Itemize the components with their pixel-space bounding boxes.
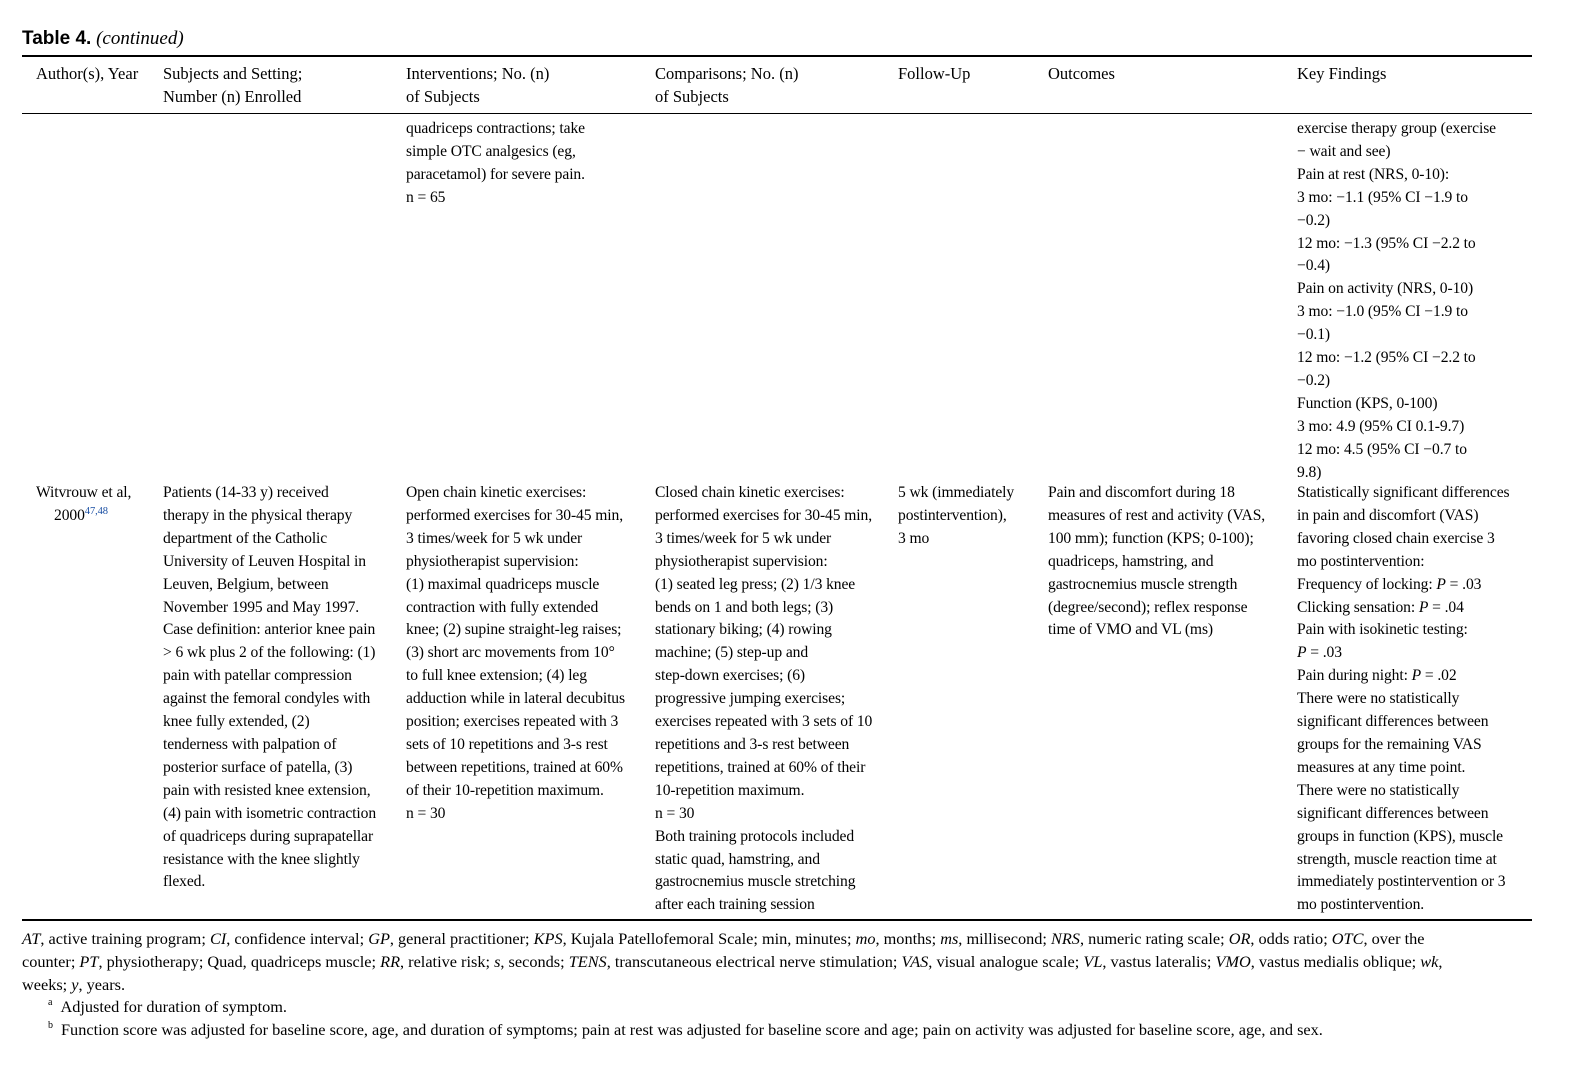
cell-line: Leuven, Belgium, between: [163, 575, 329, 593]
cell-line: There were no statistically: [1297, 690, 1460, 708]
cell-line: −0.4): [1297, 257, 1330, 275]
row2-outcomes: [1048, 482, 1265, 642]
cell-line: position; exercises repeated with 3: [406, 713, 619, 731]
abbreviation-line: [22, 951, 1442, 974]
cell-line: 3 mo: −1.0 (95% CI −1.9 to: [1297, 303, 1468, 321]
abbreviation-definition: , Kujala Patellofemoral Scale; min, minutes;: [562, 929, 856, 948]
cell-line: Number (n) Enrolled: [163, 87, 302, 106]
abbreviation-definition: , months;: [875, 929, 941, 948]
cell-line: paracetamol) for severe pain.: [406, 165, 585, 183]
abbreviation-term: mo: [855, 929, 876, 948]
cell-line: Author(s), Year: [36, 64, 139, 83]
row2-interventions: [406, 482, 625, 826]
cell-line: There were no statistically: [1297, 781, 1460, 799]
cell-line: therapy in the physical therapy: [163, 506, 353, 524]
cell-line: −0.2): [1297, 371, 1330, 389]
bottom-rule: [22, 919, 1532, 921]
cell-line: knee; (2) supine straight-leg raises;: [406, 621, 622, 639]
cell-line: against the femoral condyles with: [163, 690, 371, 708]
cell-line: − wait and see): [1297, 142, 1391, 160]
cell-line: measures at any time point.: [1297, 758, 1466, 776]
abbreviation-definition: , active training program;: [40, 929, 210, 948]
cell-line: 12 mo: −1.2 (95% CI −2.2 to: [1297, 349, 1476, 367]
abbreviation-definition: , transcutaneous electrical nerve stimulation;: [606, 951, 902, 971]
abbreviation-definition: , general practitioner;: [389, 929, 534, 948]
cell-line: Key Findings: [1297, 64, 1387, 83]
abbreviation-term: wk: [1420, 951, 1439, 971]
abbreviation-definition: ,: [1438, 951, 1443, 971]
cell-line: significant differences between: [1297, 713, 1489, 731]
cell-line: of Subjects: [406, 87, 480, 106]
abbreviation-term: OTC: [1331, 929, 1364, 948]
cell-line: quadriceps contractions; take: [406, 120, 585, 137]
cell-line: postintervention),: [898, 506, 1007, 524]
cell-line: Outcomes: [1048, 64, 1115, 83]
footnote-a-mark: a: [48, 997, 53, 1008]
cell-line: exercise therapy group (exercise: [1297, 120, 1496, 137]
cell-line: Pain during night: P = .02: [1297, 667, 1457, 685]
cell-line: after each training session: [655, 896, 815, 914]
cell-line: flexed.: [163, 873, 206, 891]
abbreviation-line: [22, 928, 1442, 951]
row2-author: [36, 482, 131, 528]
abbreviation-definition: , seconds;: [500, 951, 569, 971]
cell-line: static quad, hamstring, and: [655, 850, 820, 868]
cell-line: n = 65: [406, 188, 446, 206]
cell-line: bends on 1 and both legs; (3): [655, 598, 834, 616]
cell-line: between repetitions, trained at 60%: [406, 758, 623, 776]
abbreviation-term: PT: [79, 951, 99, 971]
author-name: Witvrouw et al,: [36, 484, 132, 501]
cell-line: Both training protocols included: [655, 827, 855, 845]
cell-line: simple OTC analgesics (eg,: [406, 142, 576, 160]
abbreviation-term: CI: [209, 929, 227, 948]
cell-line: pain with patellar compression: [163, 667, 352, 685]
cell-line: n = 30: [406, 804, 446, 822]
cell-line: Subjects and Setting;: [163, 64, 303, 83]
cell-line: Open chain kinetic exercises:: [406, 484, 587, 501]
cell-line: > 6 wk plus 2 of the following: (1): [163, 644, 376, 662]
abbreviation-definition: , physiotherapy; Quad, quadriceps muscle;: [98, 951, 381, 971]
row2-comparisons: [655, 482, 872, 917]
cell-line: −0.2): [1297, 211, 1330, 229]
cell-line: immediately postintervention or 3: [1297, 873, 1506, 891]
abbreviation-definition: , numeric rating scale;: [1079, 929, 1229, 948]
cell-line: (1) maximal quadriceps muscle: [406, 575, 600, 593]
cell-line: −0.1): [1297, 326, 1330, 344]
cell-line: 3 times/week for 5 wk under: [406, 529, 583, 547]
footnote-a-text: Adjusted for duration of symptom.: [60, 997, 288, 1016]
cell-line: November 1995 and May 1997.: [163, 598, 360, 616]
cell-line: strength, muscle reaction time at: [1297, 850, 1497, 868]
abbreviation-definition: , over the: [1363, 929, 1425, 948]
author-year: 2000: [54, 506, 85, 524]
cell-line: Pain with isokinetic testing:: [1297, 621, 1468, 639]
cell-line: resistance with the knee slightly: [163, 850, 360, 868]
cell-line: favoring closed chain exercise 3: [1297, 529, 1495, 547]
cell-line: University of Leuven Hospital in: [163, 552, 366, 570]
abbreviation-definition: , visual analogue scale;: [928, 951, 1084, 971]
cell-line: Patients (14-33 y) received: [163, 484, 329, 501]
cell-line: Case definition: anterior knee pain: [163, 621, 376, 639]
row1-findings: [1297, 118, 1496, 485]
cell-line: n = 30: [655, 804, 695, 822]
cell-line: progressive jumping exercises;: [655, 690, 846, 708]
cell-line: 3 mo: [898, 529, 930, 547]
header-outcomes: [1048, 62, 1115, 85]
header-subjects: [163, 62, 302, 108]
abbreviation-term: VL: [1083, 951, 1103, 971]
cell-line: groups in function (KPS), muscle: [1297, 827, 1503, 845]
cell-line: 9.8): [1297, 463, 1322, 481]
row2-subjects: [163, 482, 376, 894]
abbreviation-term: VMO: [1215, 951, 1251, 971]
cell-line: Comparisons; No. (n): [655, 64, 799, 83]
abbreviation-definition: , relative risk;: [400, 951, 495, 971]
cell-line: of Subjects: [655, 87, 729, 106]
cell-line: sets of 10 repetitions and 3-s rest: [406, 735, 608, 753]
cell-line: Closed chain kinetic exercises:: [655, 484, 845, 501]
abbreviation-term: OR: [1228, 929, 1251, 948]
cell-line: 5 wk (immediately: [898, 484, 1015, 501]
cell-line: Frequency of locking: P = .03: [1297, 575, 1482, 593]
cell-line: Function (KPS, 0-100): [1297, 394, 1438, 412]
cell-line: of quadriceps during suprapatellar: [163, 827, 374, 845]
cell-line: P = .03: [1297, 644, 1342, 662]
table-caption: [22, 26, 184, 52]
cell-line: Pain and discomfort during 18: [1048, 484, 1235, 501]
abbreviation-definition: , odds ratio;: [1250, 929, 1332, 948]
cell-line: performed exercises for 30-45 min,: [655, 506, 872, 524]
cell-line: department of the Catholic: [163, 529, 328, 547]
cell-line: Interventions; No. (n): [406, 64, 550, 83]
abbreviation-term: y: [71, 974, 79, 994]
cell-line: gastrocnemius muscle stretching: [655, 873, 856, 891]
cell-line: step-down exercises; (6): [655, 667, 806, 685]
header-followup: [898, 62, 970, 85]
cell-line: repetitions, trained at 60% of their: [655, 758, 866, 776]
abbreviation-definition: , millisecond;: [958, 929, 1051, 948]
cell-line: 100 mm); function (KPS; 0-100);: [1048, 529, 1254, 547]
abbreviation-term: AT: [22, 929, 41, 948]
cell-line: machine; (5) step-up and: [655, 644, 809, 662]
footnote-b-text: Function score was adjusted for baseline score, age, and duration of symptoms; pain at rest was adjusted for baseline score and age; pain on activity was adjusted for baseline score, age, and sex.: [61, 1020, 1323, 1039]
table-continued: (continued): [96, 28, 184, 49]
abbreviation-definition: , vastus medialis oblique;: [1250, 951, 1421, 971]
author-references[interactable]: 47,48: [84, 505, 108, 517]
row1-interventions: [406, 118, 585, 210]
cell-line: mo postintervention:: [1297, 552, 1425, 570]
abbreviation-term: NRS: [1051, 929, 1080, 948]
cell-line: posterior surface of patella, (3): [163, 758, 353, 776]
cell-line: Pain at rest (NRS, 0-10):: [1297, 165, 1450, 183]
cell-line: tenderness with palpation of: [163, 735, 337, 753]
cell-line: time of VMO and VL (ms): [1048, 621, 1214, 639]
cell-line: gastrocnemius muscle strength: [1048, 575, 1238, 593]
abbreviation-term: GP: [368, 929, 390, 948]
cell-line: adduction while in lateral decubitus: [406, 690, 625, 708]
cell-line: (1) seated leg press; (2) 1/3 knee: [655, 575, 856, 593]
footnote-a: [48, 996, 287, 1019]
cell-line: significant differences between: [1297, 804, 1489, 822]
cell-line: in pain and discomfort (VAS): [1297, 506, 1479, 524]
abbreviation-definition: , vastus lateralis;: [1102, 951, 1216, 971]
header-comparisons: [655, 62, 798, 108]
cell-line: physiotherapist supervision:: [406, 552, 579, 570]
cell-line: to full knee extension; (4) leg: [406, 667, 587, 685]
abbreviations-note: [22, 928, 1442, 996]
cell-line: 12 mo: 4.5 (95% CI −0.7 to: [1297, 440, 1467, 458]
cell-line: knee fully extended, (2): [163, 713, 310, 731]
cell-line: (3) short arc movements from 10°: [406, 644, 615, 662]
footnote-b-mark: b: [48, 1020, 53, 1031]
row2-findings: [1297, 482, 1510, 917]
abbreviation-term: s: [494, 951, 501, 971]
abbreviation-definition: weeks;: [22, 974, 72, 994]
abbreviation-term: RR: [380, 951, 401, 971]
cell-line: quadriceps, hamstring, and: [1048, 552, 1214, 570]
abbreviation-line: [22, 974, 1442, 997]
cell-line: mo postintervention.: [1297, 896, 1425, 914]
cell-line: of their 10-repetition maximum.: [406, 781, 604, 799]
cell-line: contraction with fully extended: [406, 598, 599, 616]
author-year-line: [36, 505, 131, 528]
cell-line: 3 times/week for 5 wk under: [655, 529, 832, 547]
cell-line: performed exercises for 30-45 min,: [406, 506, 623, 524]
cell-line: pain with resisted knee extension,: [163, 781, 371, 799]
cell-line: Statistically significant differences: [1297, 484, 1510, 501]
header-author: [36, 62, 138, 85]
abbreviation-term: ms: [940, 929, 959, 948]
cell-line: Follow-Up: [898, 64, 971, 83]
cell-line: (degree/second); reflex response: [1048, 598, 1248, 616]
cell-line: Clicking sensation: P = .04: [1297, 598, 1464, 616]
header-interventions: [406, 62, 549, 108]
abbreviation-term: VAS: [901, 951, 929, 971]
table-label: Table 4.: [22, 28, 92, 49]
cell-line: Pain on activity (NRS, 0-10): [1297, 280, 1474, 298]
cell-line: measures of rest and activity (VAS,: [1048, 506, 1266, 524]
cell-line: 3 mo: 4.9 (95% CI 0.1-9.7): [1297, 417, 1465, 435]
abbreviation-term: TENS: [568, 951, 607, 971]
cell-line: physiotherapist supervision:: [655, 552, 828, 570]
cell-line: repetitions and 3-s rest between: [655, 735, 850, 753]
footnote-b: [48, 1019, 1323, 1042]
cell-line: (4) pain with isometric contraction: [163, 804, 377, 822]
cell-line: exercises repeated with 3 sets of 10: [655, 713, 873, 731]
cell-line: groups for the remaining VAS: [1297, 735, 1482, 753]
row2-followup: [898, 482, 1014, 551]
abbreviation-term: KPS: [533, 929, 563, 948]
abbreviation-definition: counter;: [22, 951, 80, 971]
header-rule: [22, 113, 1532, 114]
cell-line: stationary biking; (4) rowing: [655, 621, 832, 639]
header-findings: [1297, 62, 1386, 85]
abbreviation-definition: , confidence interval;: [226, 929, 369, 948]
cell-line: 3 mo: −1.1 (95% CI −1.9 to: [1297, 188, 1468, 206]
cell-line: 12 mo: −1.3 (95% CI −2.2 to: [1297, 234, 1476, 252]
top-rule: [22, 55, 1532, 57]
abbreviation-definition: , years.: [78, 974, 126, 994]
cell-line: 10-repetition maximum.: [655, 781, 805, 799]
